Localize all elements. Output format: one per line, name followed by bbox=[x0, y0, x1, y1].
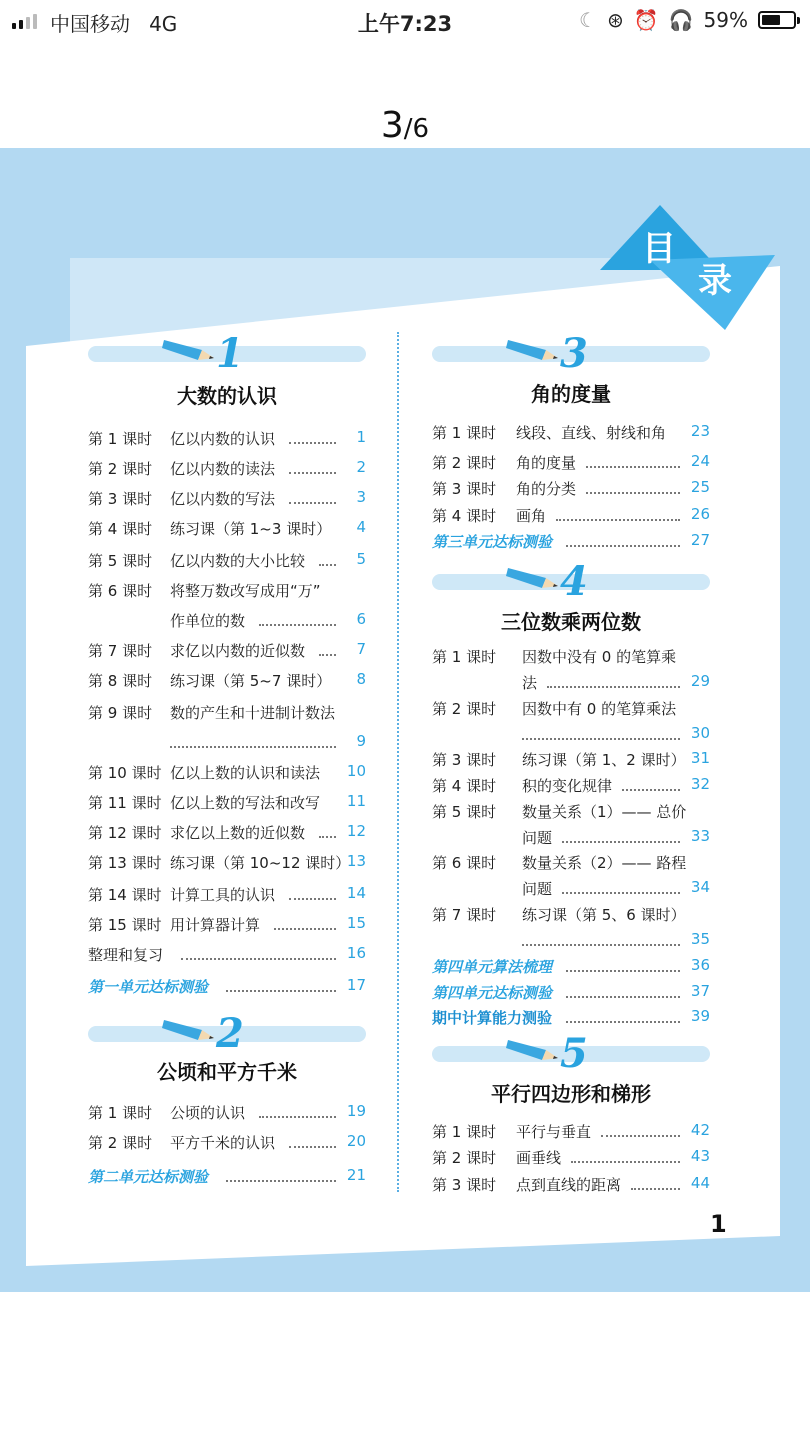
battery-percent: 59% bbox=[703, 8, 748, 32]
toc-row-label: 第 2 课时 bbox=[432, 700, 497, 718]
toc-row[interactable] bbox=[88, 640, 366, 662]
toc-row-leader bbox=[586, 492, 680, 494]
toc-row-label: 期中计算能力测验 bbox=[432, 1009, 553, 1027]
toc-row-title: 线段、直线、射线和角 bbox=[516, 424, 667, 442]
toc-row-title: 计算工具的认识 bbox=[170, 886, 276, 904]
toc-row[interactable] bbox=[88, 914, 366, 936]
unit-title: 大数的认识 bbox=[177, 384, 277, 408]
toc-row-leader bbox=[289, 1146, 336, 1148]
toc-row-leader bbox=[170, 746, 336, 748]
rotation-lock-icon: ⊛ bbox=[606, 8, 624, 32]
toc-row-title: 亿以内数的认识 bbox=[170, 430, 276, 448]
toc-row-page: 24 bbox=[690, 452, 710, 470]
toc-row[interactable] bbox=[88, 702, 366, 724]
toc-row-title: 求亿以上数的近似数 bbox=[170, 824, 306, 842]
toc-row-label: 第 12 课时 bbox=[88, 824, 162, 842]
toc-row-title: 将整万数改写成用“万” bbox=[170, 582, 321, 600]
toc-row[interactable] bbox=[88, 670, 366, 692]
toc-row[interactable] bbox=[432, 478, 710, 500]
toc-row[interactable] bbox=[88, 822, 366, 844]
toc-row-label: 第四单元达标测验 bbox=[432, 984, 553, 1002]
toc-row-label: 第 1 课时 bbox=[88, 1104, 153, 1122]
toc-row-leader bbox=[522, 944, 680, 946]
toc-row-label: 第 8 课时 bbox=[88, 672, 153, 690]
toc-row[interactable] bbox=[88, 852, 366, 874]
toc-row[interactable] bbox=[88, 884, 366, 906]
toc-title-graphic bbox=[600, 200, 780, 340]
toc-row-leader bbox=[289, 898, 336, 900]
toc-row-label: 第 2 课时 bbox=[88, 1134, 153, 1152]
unit-title: 平行四边形和梯形 bbox=[491, 1082, 651, 1106]
toc-row-label: 第 4 课时 bbox=[88, 520, 153, 538]
toc-row-label: 第 11 课时 bbox=[88, 794, 162, 812]
toc-row-title: 数的产生和十进制计数法 bbox=[170, 704, 336, 722]
unit-number: 1 bbox=[216, 330, 244, 377]
carrier-label: 中国移动 4G bbox=[50, 12, 178, 36]
toc-row-title: 练习课（第 1~3 课时） bbox=[170, 520, 332, 538]
pencil-icon bbox=[506, 1034, 562, 1064]
toc-row-title: 积的变化规律 bbox=[522, 777, 613, 795]
toc-row[interactable] bbox=[432, 1174, 710, 1196]
toc-title-char-2: 录 bbox=[698, 261, 732, 301]
toc-row-page: 16 bbox=[346, 944, 366, 962]
toc-row-page: 14 bbox=[346, 884, 366, 902]
toc-row-label: 整理和复习 bbox=[88, 946, 164, 964]
toc-row-page: 4 bbox=[356, 518, 366, 536]
toc-row-page: 23 bbox=[690, 422, 710, 440]
toc-row[interactable] bbox=[432, 422, 710, 444]
unit-number: 4 bbox=[560, 558, 588, 605]
toc-row[interactable] bbox=[88, 1166, 366, 1188]
toc-row-leader bbox=[547, 686, 680, 688]
toc-row-label: 第 15 课时 bbox=[88, 916, 162, 934]
toc-row[interactable] bbox=[432, 452, 710, 474]
toc-row[interactable] bbox=[432, 801, 710, 823]
toc-row-page: 7 bbox=[356, 640, 366, 658]
toc-row-page: 2 bbox=[356, 458, 366, 476]
toc-row-title: 作单位的数 bbox=[170, 612, 246, 630]
toc-row[interactable] bbox=[432, 672, 710, 694]
toc-row[interactable] bbox=[88, 792, 366, 814]
toc-row-leader bbox=[259, 1116, 336, 1118]
toc-row-label: 第 3 课时 bbox=[432, 751, 497, 769]
toc-row-label: 第 2 课时 bbox=[432, 454, 497, 472]
unit-number: 5 bbox=[560, 1030, 588, 1077]
toc-row[interactable] bbox=[432, 827, 710, 849]
toc-row-page: 1 bbox=[356, 428, 366, 446]
toc-row[interactable] bbox=[88, 732, 366, 754]
toc-row-leader bbox=[289, 472, 336, 474]
unit-title: 角的度量 bbox=[531, 382, 611, 406]
toc-row-page: 27 bbox=[690, 531, 710, 549]
toc-row-leader bbox=[586, 466, 680, 468]
toc-row-page: 8 bbox=[356, 670, 366, 688]
toc-row-label: 第四单元算法梳理 bbox=[432, 958, 553, 976]
unit-number: 2 bbox=[216, 1010, 244, 1057]
toc-row-title: 数量关系（2）—— 路程 bbox=[522, 854, 687, 872]
toc-row[interactable] bbox=[432, 982, 710, 1004]
toc-row-label: 第 13 课时 bbox=[88, 854, 162, 872]
toc-row-label: 第 7 课时 bbox=[432, 906, 497, 924]
toc-row-label: 第一单元达标测验 bbox=[88, 978, 209, 996]
toc-row-page: 5 bbox=[356, 550, 366, 568]
toc-row-leader bbox=[522, 738, 680, 740]
toc-row-title: 亿以内数的读法 bbox=[170, 460, 276, 478]
toc-row-title: 亿以内数的大小比较 bbox=[170, 552, 306, 570]
toc-row-leader bbox=[566, 996, 680, 998]
toc-row[interactable] bbox=[88, 976, 366, 998]
toc-row[interactable] bbox=[432, 1147, 710, 1169]
toc-row-title: 亿以上数的认识和读法 bbox=[170, 764, 321, 782]
toc-row-title: 平行与垂直 bbox=[516, 1123, 592, 1141]
toc-row-title: 亿以上数的写法和改写 bbox=[170, 794, 321, 812]
pencil-icon bbox=[162, 334, 218, 364]
toc-row[interactable] bbox=[432, 698, 710, 720]
toc-row-page: 37 bbox=[690, 982, 710, 1000]
toc-row-label: 第 14 课时 bbox=[88, 886, 162, 904]
pencil-icon bbox=[506, 334, 562, 364]
battery-icon bbox=[758, 11, 796, 29]
toc-title-char-1: 目 bbox=[642, 229, 676, 269]
network-label: 4G bbox=[149, 12, 178, 36]
toc-row-label: 第 10 课时 bbox=[88, 764, 162, 782]
toc-row-page: 44 bbox=[690, 1174, 710, 1192]
toc-row-label: 第 4 课时 bbox=[432, 507, 497, 525]
toc-row[interactable] bbox=[88, 1132, 366, 1154]
toc-row-leader bbox=[319, 564, 336, 566]
toc-row-title: 练习课（第 5、6 课时） bbox=[522, 906, 686, 924]
toc-row-title: 求亿以内数的近似数 bbox=[170, 642, 306, 660]
toc-row-leader bbox=[566, 970, 680, 972]
toc-row[interactable] bbox=[432, 904, 710, 926]
toc-row-leader bbox=[274, 928, 336, 930]
headphones-icon: 🎧 bbox=[668, 8, 694, 32]
toc-row-label: 第 7 课时 bbox=[88, 642, 153, 660]
toc-row-label: 第 2 课时 bbox=[88, 460, 153, 478]
toc-row-page: 32 bbox=[690, 775, 710, 793]
toc-row-leader bbox=[622, 789, 680, 791]
page-indicator: 3/6 bbox=[380, 105, 430, 146]
toc-row-page: 17 bbox=[346, 976, 366, 994]
toc-row-title: 角的分类 bbox=[516, 480, 577, 498]
toc-row-label: 第 2 课时 bbox=[432, 1149, 497, 1167]
toc-row-title: 因数中有 0 的笔算乘法 bbox=[522, 700, 677, 718]
toc-row-label: 第 6 课时 bbox=[88, 582, 153, 600]
toc-row-label: 第 5 课时 bbox=[88, 552, 153, 570]
toc-row-label: 第 1 课时 bbox=[432, 648, 497, 666]
toc-row[interactable] bbox=[88, 428, 366, 450]
toc-row[interactable] bbox=[432, 956, 710, 978]
toc-row[interactable] bbox=[432, 749, 710, 771]
toc-row-leader bbox=[566, 1021, 680, 1023]
toc-row-page: 35 bbox=[690, 930, 710, 948]
toc-row-page: 31 bbox=[690, 749, 710, 767]
toc-row-label: 第 6 课时 bbox=[432, 854, 497, 872]
toc-row-page: 6 bbox=[356, 610, 366, 628]
toc-row-title: 画角 bbox=[516, 507, 547, 525]
toc-row-leader bbox=[319, 836, 336, 838]
toc-row[interactable] bbox=[88, 458, 366, 480]
toc-row-label: 第三单元达标测验 bbox=[432, 533, 553, 551]
toc-row-leader bbox=[562, 841, 680, 843]
pencil-icon bbox=[162, 1014, 218, 1044]
toc-row[interactable] bbox=[88, 1102, 366, 1124]
toc-row-label: 第 3 课时 bbox=[432, 1176, 497, 1194]
toc-row[interactable] bbox=[88, 518, 366, 540]
toc-row-leader bbox=[181, 958, 336, 960]
toc-row-page: 39 bbox=[690, 1007, 710, 1025]
toc-row[interactable] bbox=[88, 550, 366, 572]
unit-title: 公顷和平方千米 bbox=[157, 1060, 297, 1084]
toc-row-title: 公顷的认识 bbox=[170, 1104, 246, 1122]
moon-icon: ☾ bbox=[579, 8, 597, 32]
toc-row-title: 画垂线 bbox=[516, 1149, 562, 1167]
toc-row-title: 平方千米的认识 bbox=[170, 1134, 276, 1152]
clock: 上午7:23 bbox=[357, 12, 453, 36]
toc-row-title: 数量关系（1）—— 总价 bbox=[522, 803, 687, 821]
toc-row-title: 亿以内数的写法 bbox=[170, 490, 276, 508]
toc-row-page: 30 bbox=[690, 724, 710, 742]
toc-row[interactable] bbox=[432, 646, 710, 668]
toc-row-page: 11 bbox=[346, 792, 366, 810]
unit-number: 3 bbox=[560, 330, 588, 377]
toc-row-page: 29 bbox=[690, 672, 710, 690]
toc-row-label: 第 1 课时 bbox=[88, 430, 153, 448]
toc-row-title: 法 bbox=[522, 674, 538, 692]
toc-row-leader bbox=[289, 442, 336, 444]
toc-row[interactable] bbox=[432, 1121, 710, 1143]
page-number: 1 bbox=[710, 1210, 727, 1238]
toc-row-page: 9 bbox=[356, 732, 366, 750]
toc-row-label: 第 4 课时 bbox=[432, 777, 497, 795]
toc-row-page: 25 bbox=[690, 478, 710, 496]
toc-row-page: 42 bbox=[690, 1121, 710, 1139]
status-bar bbox=[0, 0, 810, 44]
toc-row[interactable] bbox=[432, 930, 710, 952]
toc-row-title: 因数中没有 0 的笔算乘 bbox=[522, 648, 677, 666]
toc-row-leader bbox=[566, 545, 680, 547]
toc-row-title: 用计算器计算 bbox=[170, 916, 261, 934]
toc-row[interactable] bbox=[432, 1007, 710, 1029]
toc-row-leader bbox=[631, 1188, 680, 1190]
toc-row-leader bbox=[289, 502, 336, 504]
toc-row-page: 26 bbox=[690, 505, 710, 523]
toc-row-page: 10 bbox=[346, 762, 366, 780]
toc-row[interactable] bbox=[88, 580, 366, 602]
toc-row-title: 问题 bbox=[522, 829, 553, 847]
toc-row-leader bbox=[562, 892, 680, 894]
toc-row-label: 第 5 课时 bbox=[432, 803, 497, 821]
toc-row-page: 20 bbox=[346, 1132, 366, 1150]
toc-row[interactable] bbox=[432, 852, 710, 874]
toc-row-page: 21 bbox=[346, 1166, 366, 1184]
toc-row[interactable] bbox=[432, 775, 710, 797]
toc-row-page: 3 bbox=[356, 488, 366, 506]
toc-row-label: 第 1 课时 bbox=[432, 424, 497, 442]
toc-row-label: 第 1 课时 bbox=[432, 1123, 497, 1141]
toc-row-leader bbox=[556, 519, 680, 521]
toc-row-label: 第 9 课时 bbox=[88, 704, 153, 722]
unit-title: 三位数乘两位数 bbox=[501, 610, 641, 634]
toc-row-page: 43 bbox=[690, 1147, 710, 1165]
toc-row-page: 19 bbox=[346, 1102, 366, 1120]
toc-row[interactable] bbox=[88, 944, 366, 966]
toc-row-leader bbox=[601, 1135, 680, 1137]
toc-row[interactable] bbox=[88, 610, 366, 632]
toc-row-page: 15 bbox=[346, 914, 366, 932]
alarm-icon: ⏰ bbox=[633, 8, 659, 32]
toc-row-label: 第 3 课时 bbox=[432, 480, 497, 498]
toc-row-page: 33 bbox=[690, 827, 710, 845]
toc-row-leader bbox=[259, 624, 336, 626]
toc-row-title: 角的度量 bbox=[516, 454, 577, 472]
toc-row-page: 13 bbox=[346, 852, 366, 870]
toc-row-leader bbox=[226, 990, 336, 992]
toc-row-title: 点到直线的距离 bbox=[516, 1176, 622, 1194]
column-divider bbox=[397, 332, 399, 1192]
toc-row-label: 第二单元达标测验 bbox=[88, 1168, 209, 1186]
toc-row-page: 34 bbox=[690, 878, 710, 896]
toc-row-page: 36 bbox=[690, 956, 710, 974]
toc-row-title: 练习课（第 1、2 课时） bbox=[522, 751, 686, 769]
toc-row-label: 第 3 课时 bbox=[88, 490, 153, 508]
toc-row-page: 12 bbox=[346, 822, 366, 840]
toc-row-leader bbox=[226, 1180, 336, 1182]
pencil-icon bbox=[506, 562, 562, 592]
toc-row[interactable] bbox=[88, 762, 366, 784]
toc-row[interactable] bbox=[432, 531, 710, 553]
toc-row[interactable] bbox=[432, 724, 710, 746]
toc-row[interactable] bbox=[432, 505, 710, 527]
toc-row-leader bbox=[319, 654, 336, 656]
toc-row-leader bbox=[571, 1161, 680, 1163]
toc-row-title: 问题 bbox=[522, 880, 553, 898]
toc-row-title: 练习课（第 10~12 课时） bbox=[170, 854, 351, 872]
toc-row-title: 练习课（第 5~7 课时） bbox=[170, 672, 332, 690]
toc-row[interactable] bbox=[88, 488, 366, 510]
toc-row[interactable] bbox=[432, 878, 710, 900]
